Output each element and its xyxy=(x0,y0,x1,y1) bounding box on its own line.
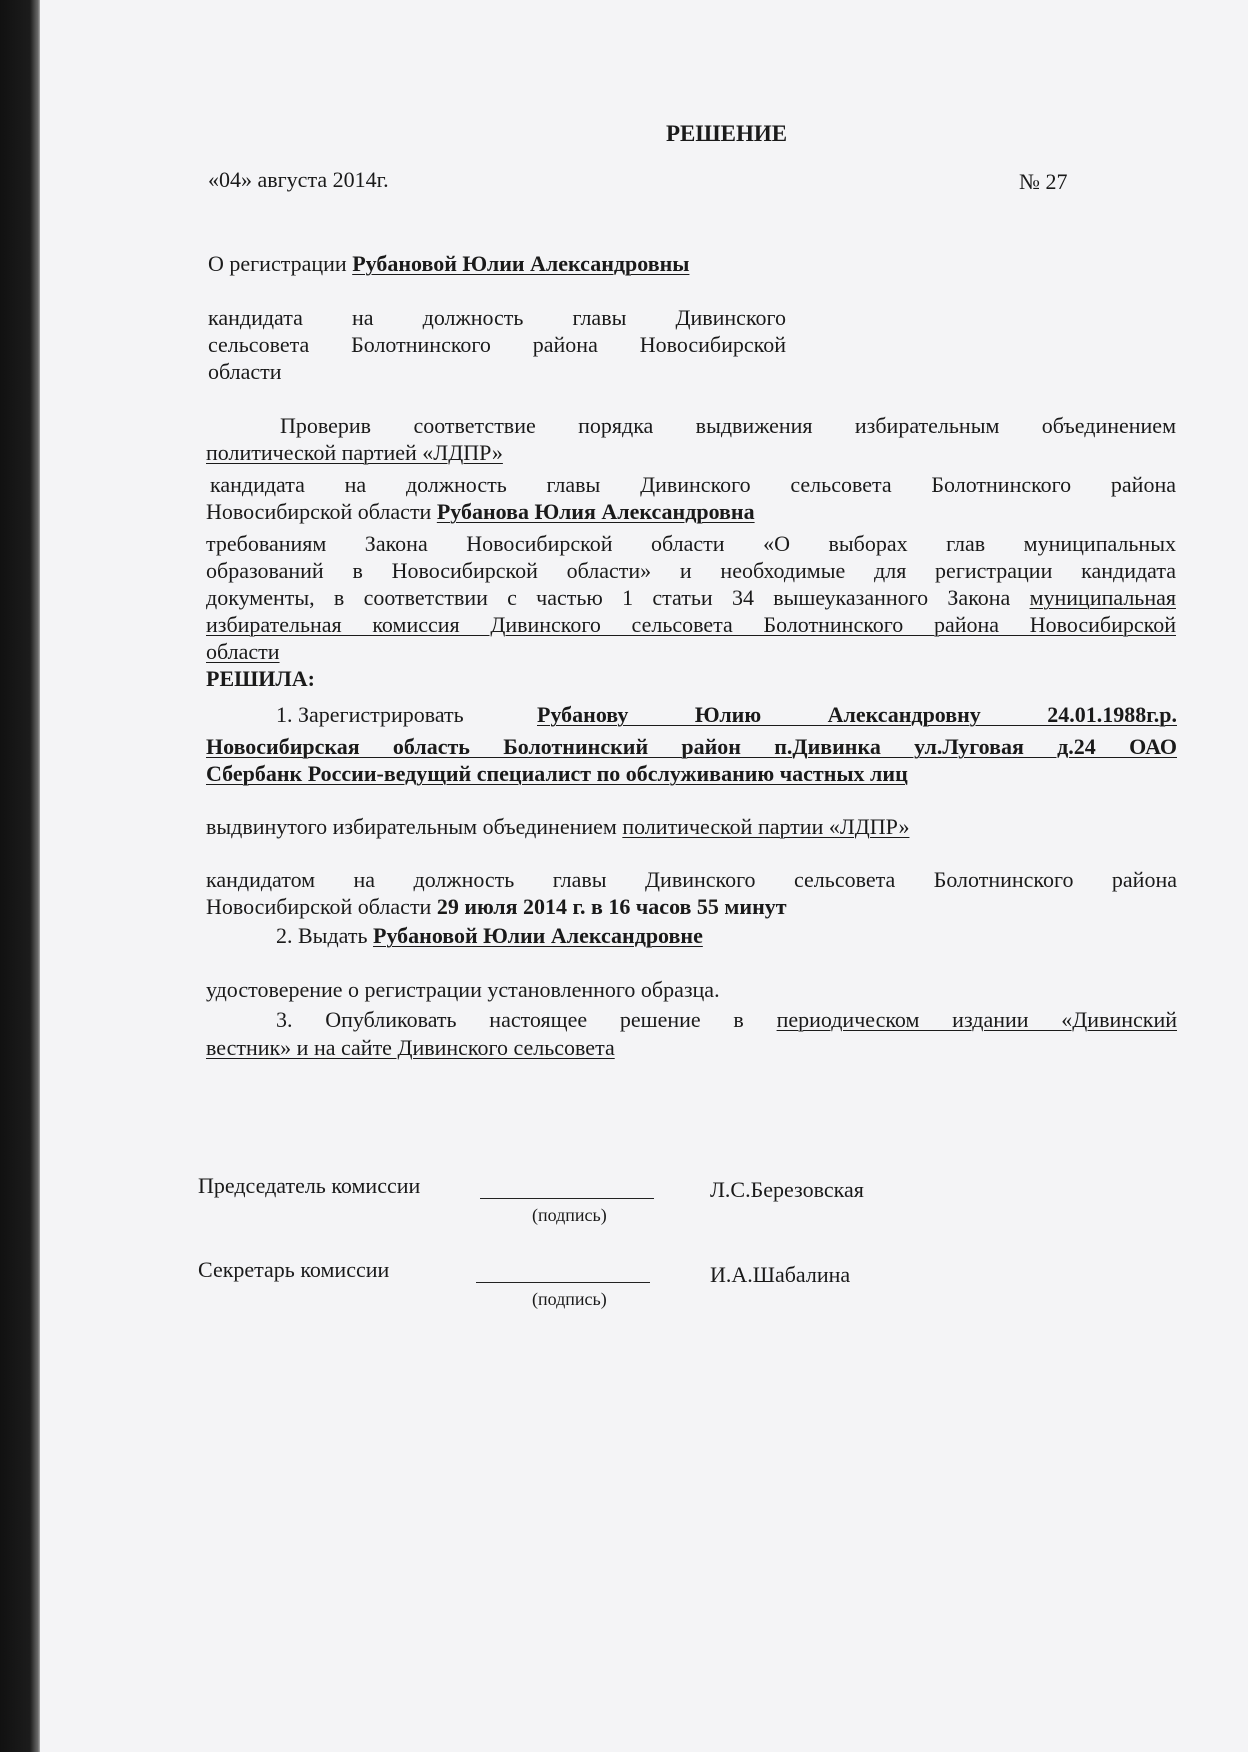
p1-line-2: политической партией «ЛДПР» xyxy=(206,440,503,465)
item1-candidate-line-1: кандидатом на должность главы Дивинского сельсовета Болотнинского района xyxy=(206,867,1177,892)
chair-signature-caption: (подпись) xyxy=(532,1205,607,1225)
p1-l1-wrap xyxy=(280,412,1176,439)
subject-l1-wrap xyxy=(208,304,786,331)
item1-c-l1-wrap xyxy=(206,866,1177,893)
subject-line-2: сельсовета Болотнинского района Новосибирской xyxy=(208,332,786,357)
scan-edge xyxy=(0,0,40,1752)
item3-prefix: 3. Опубликовать настоящее решение в xyxy=(276,1007,777,1032)
secretary-name: И.А.Шабалина xyxy=(710,1262,851,1287)
p1-line-4-prefix: Новосибирской области xyxy=(206,499,437,524)
chair-signature-line xyxy=(480,1198,654,1199)
document-title: РЕШЕНИЕ xyxy=(666,121,788,146)
subject-name: Рубановой Юлии Александровны xyxy=(352,251,690,276)
item1-line-3: Сбербанк России-ведущий специалист по обслуживанию частных лиц xyxy=(206,761,908,786)
item3-line-1 xyxy=(276,1006,1177,1033)
p1-line-5: требованиям Закона Новосибирской области «О выборах глав муниципальных xyxy=(206,531,1176,556)
item3-line-2: вестник» и на сайте Дивинского сельсовета xyxy=(206,1035,615,1060)
p1-line-9: области xyxy=(206,639,280,664)
p1-l8-wrap xyxy=(206,611,1176,638)
p1-line-8: избирательная комиссия Дивинского сельсовета Болотнинского района Новосибирской xyxy=(206,612,1176,637)
p1-line-3: кандидата на должность главы Дивинского сельсовета Болотнинского района xyxy=(210,472,1176,497)
item1-nominated xyxy=(206,813,909,840)
p1-line-7-underlined: муниципальная xyxy=(1029,585,1176,610)
p1-line-4 xyxy=(206,498,755,525)
document-page xyxy=(44,0,1248,1752)
document-date: «04» августа 2014г. xyxy=(208,167,389,192)
p1-line-6: образований в Новосибирской области» и необходимые для регистрации кандидата xyxy=(206,558,1176,583)
decided-heading: РЕШИЛА: xyxy=(206,666,315,691)
subject-line-3: области xyxy=(208,359,282,384)
registration-time: 29 июля 2014 г. в 16 часов 55 минут xyxy=(436,894,787,919)
p1-candidate-name: Рубанова Юлия Александровна xyxy=(436,499,755,524)
subject-prefix: О регистрации xyxy=(208,251,353,276)
p1-l6-wrap xyxy=(206,557,1176,584)
p1-l3-wrap xyxy=(210,471,1176,498)
item1-nominated-prefix: выдвинутого избирательным объединением xyxy=(206,814,623,839)
item1-l2-wrap xyxy=(206,733,1177,760)
secretary-role: Секретарь комиссии xyxy=(198,1257,390,1282)
p1-line-7-prefix: документы, в соответствии с частью 1 статьи 34 вышеуказанного Закона xyxy=(206,585,1030,610)
item2-continuation: удостоверение о регистрации установленного образца. xyxy=(206,977,720,1002)
secretary-signature-line xyxy=(476,1282,650,1283)
item2-name: Рубановой Юлии Александровне xyxy=(373,923,703,948)
document-number: № 27 xyxy=(1019,169,1068,194)
chair-name: Л.С.Березовская xyxy=(710,1177,864,1202)
item1-line-2: Новосибирская область Болотнинский район п.Дивинка ул.Луговая д.24 ОАО xyxy=(206,734,1177,759)
secretary-signature-caption: (подпись) xyxy=(532,1289,607,1309)
item3-l1-wrap xyxy=(276,1006,1177,1033)
item1-line-1: Рубанову Юлию Александровну 24.01.1988г.р. xyxy=(537,702,1177,727)
item2-prefix: 2. Выдать xyxy=(276,923,373,948)
item3-underlined: периодическом издании «Дивинский xyxy=(776,1007,1178,1032)
subject-line xyxy=(208,250,689,277)
chair-role: Председатель комиссии xyxy=(198,1173,421,1198)
subject-line-1: кандидата на должность главы Дивинского xyxy=(208,305,786,330)
item1-prefix: 1. Зарегистрировать xyxy=(276,702,464,727)
p1-line-7 xyxy=(206,584,1176,611)
p1-line-1: Проверив соответствие порядка выдвижения избирательным объединением xyxy=(280,413,1176,438)
item1-l1-wrap xyxy=(537,701,1177,728)
item1-candidate-line-2-prefix: Новосибирской области xyxy=(206,894,437,919)
subject-l2-wrap xyxy=(208,331,786,358)
item1-candidate-line-2 xyxy=(206,893,787,920)
item2-line xyxy=(276,922,703,949)
p1-l5-wrap xyxy=(206,530,1176,557)
p1-l7-wrap xyxy=(206,584,1176,611)
item1-party: политической партии «ЛДПР» xyxy=(622,814,910,839)
